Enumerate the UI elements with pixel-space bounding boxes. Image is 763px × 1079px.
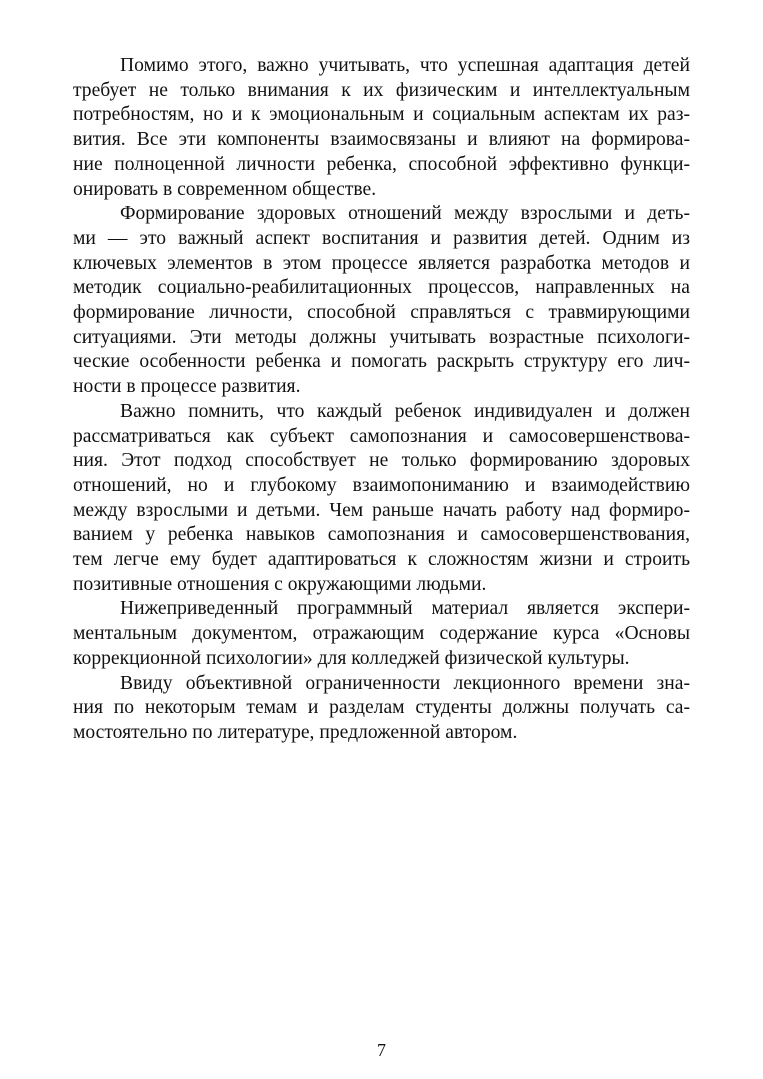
paragraph: [73, 597, 690, 671]
text-line: ментальным документом, отражающим содержание курса «Основы: [73, 623, 690, 645]
paragraph: [73, 54, 690, 202]
page-number: 7: [377, 1040, 386, 1060]
text-line: Важно помнить, что каждый ребенок индивидуален и должен: [120, 400, 690, 422]
text-line: ключевых элементов в этом процессе является разработка методов и: [73, 252, 690, 274]
text-line: ситуациями. Эти методы должны учитывать возрастные психологи-: [73, 326, 690, 348]
text-line: ми — это важный аспект воспитания и развития детей. Одним из: [73, 227, 690, 249]
document-body: [73, 54, 690, 746]
text-line: ческие особенности ребенка и помогать раскрыть структуру его лич-: [73, 351, 690, 373]
text-line: ния. Этот подход способствует не только формированию здоровых: [73, 450, 690, 472]
text-line: требует не только внимания к их физическим и интеллектуальным: [73, 79, 690, 101]
text-line: позитивные отношения с окружающими людьми.: [73, 573, 487, 595]
text-line: коррекционной психологии» для колледжей физической культуры.: [73, 647, 630, 669]
text-line: Ввиду объективной ограниченности лекционного времени зна-: [120, 672, 690, 694]
text-line: формирование личности, способной справляться с травмирующими: [73, 302, 690, 324]
text-line: ние полноценной личности ребенка, способной эффективно функци-: [73, 153, 690, 175]
text-line: тем легче ему будет адаптироваться к сложностям жизни и строить: [73, 549, 690, 571]
text-line: онировать в современном обществе.: [73, 178, 377, 200]
text-line: вития. Все эти компоненты взаимосвязаны и влияют на формирова-: [73, 129, 690, 151]
paragraph: [73, 400, 690, 598]
paragraph: [73, 672, 690, 746]
text-line: мостоятельно по литературе, предложенной автором.: [73, 721, 518, 743]
text-line: ния по некоторым темам и разделам студенты должны получать са-: [73, 697, 690, 719]
text-line: Помимо этого, важно учитывать, что успешная адаптация детей: [120, 55, 690, 76]
text-line: между взрослыми и детьми. Чем раньше начать работу над формиро-: [73, 499, 690, 521]
text-line: Нижеприведенный программный материал является экспери-: [120, 598, 690, 620]
paragraph: [73, 202, 690, 400]
text-line: ности в процессе развития.: [73, 376, 301, 398]
text-line: ванием у ребенка навыков самопознания и самосовершенствования,: [73, 524, 690, 546]
text-line: Формирование здоровых отношений между взрослыми и деть-: [120, 203, 690, 225]
text-line: потребностям, но и к эмоциональным и социальным аспектам их раз-: [73, 104, 690, 126]
text-line: методик социально-реабилитационных процессов, направленных на: [73, 277, 690, 299]
text-line: отношений, но и глубокому взаимопониманию и взаимодействию: [73, 474, 690, 496]
text-line: рассматриваться как субъект самопознания и самосовершенствова-: [73, 425, 690, 447]
